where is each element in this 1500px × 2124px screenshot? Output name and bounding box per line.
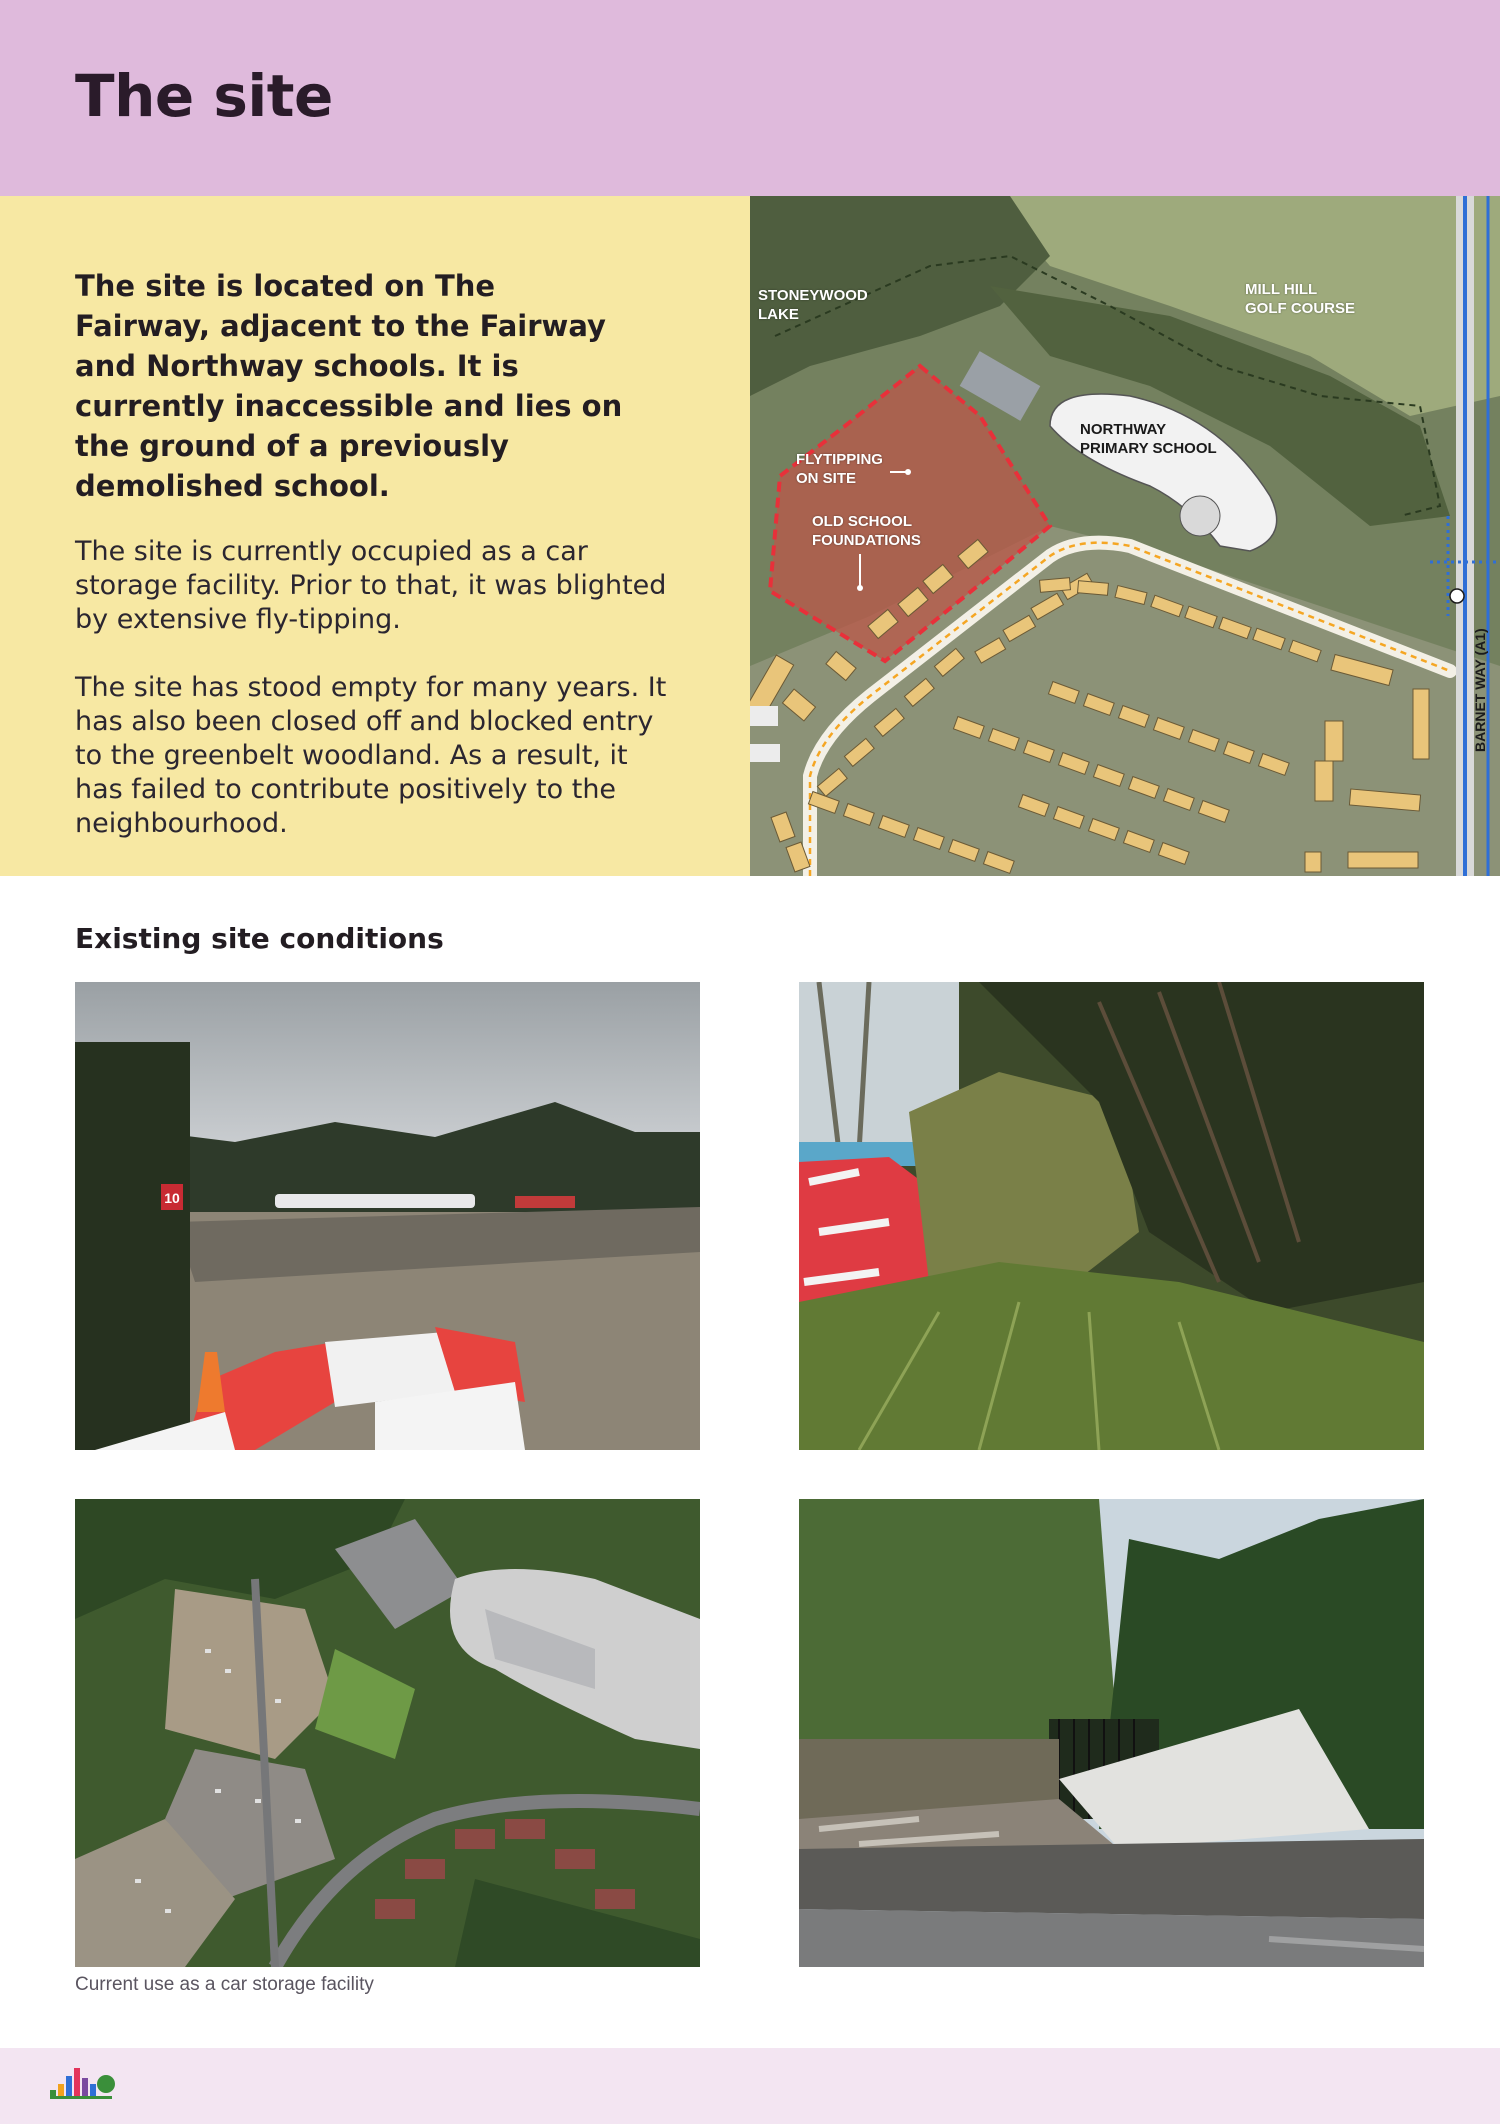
organisation-logo-icon	[50, 2066, 120, 2100]
label-northway-primary-school: NORTHWAY PRIMARY SCHOOL	[1080, 421, 1217, 457]
intro-lead: The site is located on The Fairway, adjacent to the Fairway and Northway schools. It is currently inaccessible and lies on the ground of a previously demolished school.	[75, 269, 623, 503]
intro-paragraph-2: The site has stood empty for many years. It has also been closed off and blocked entry to the greenbelt woodland. As a result, it has failed to contribute positively to the neighbourhood.	[75, 672, 667, 839]
page-title: The site	[75, 62, 333, 130]
label-barnet-way-a1: BARNET WAY (A1)	[1472, 628, 1488, 752]
label-stoneywood-lake: STONEYWOOD LAKE	[758, 287, 868, 323]
label-flytipping: FLYTIPPING ON SITE	[796, 451, 883, 487]
photo-caption: Current use as a car storage facility	[75, 1974, 374, 1995]
site-location-map	[750, 196, 1500, 876]
overgrown-bank-photo	[799, 982, 1424, 1450]
aerial-view-photo	[75, 1499, 700, 1967]
car-storage-yard-photo	[75, 982, 700, 1450]
label-mill-hill-golf-course: MILL HILL GOLF COURSE	[1245, 281, 1356, 317]
intro-paragraph-1: The site is currently occupied as a car storage facility. Prior to that, it was blighted by extensive fly-tipping.	[75, 536, 667, 635]
page-header	[0, 0, 1500, 196]
fly-tipping-debris-photo	[799, 1499, 1424, 1967]
label-old-school-foundations: OLD SCHOOL FOUNDATIONS	[812, 513, 921, 549]
page-footer	[0, 2048, 1500, 2124]
post-number: 10	[164, 1190, 180, 1206]
existing-conditions-title: Existing site conditions	[75, 922, 444, 955]
